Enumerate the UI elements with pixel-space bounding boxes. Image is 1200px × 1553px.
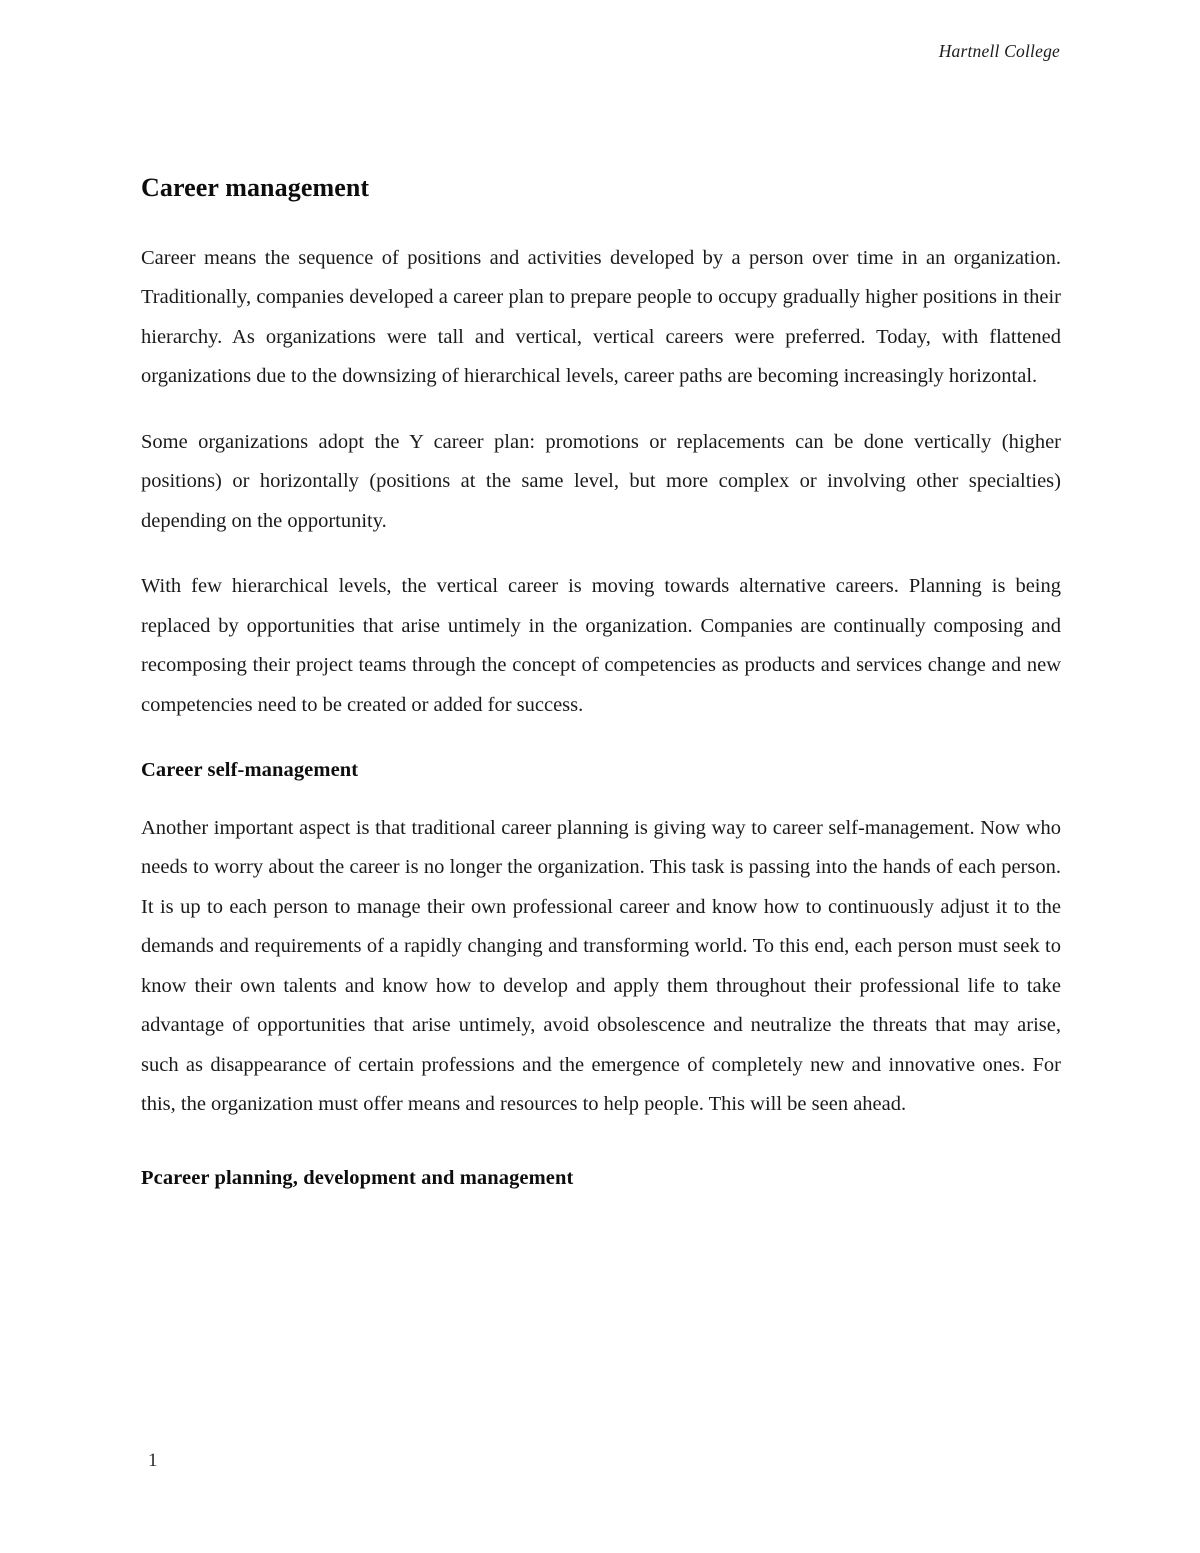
paragraph-4: Another important aspect is that traditional career planning is giving way to career self-management. Now who needs to worry about the career is no longer the organization. This task is passing into the hands of each person. It is up to each person to manage their own professional career and know how to continuously adjust it to the demands and requirements of a rapidly changing and transforming world. To this end, each person must seek to know their own talents and know how to develop and apply them throughout their professional life to take advantage of opportunities that arise untimely, avoid obsolescence and neutralize the threats that may arise, such as disappearance of certain professions and the emergence of completely new and innovative ones. For this, the organization must offer means and resources to help people. This will be seen ahead. [141,816,1061,1115]
running-header [141,41,1060,62]
paragraph-2: Some organizations adopt the Y career plan: promotions or replacements can be done vertically (higher positions) or horizontally (positions at the same level, but more complex or involving other specialties) depending on the opportunity. [141,430,1061,532]
institution-name: Hartnell College [938,41,1060,61]
document-content [141,172,1061,1216]
paragraph-3: With few hierarchical levels, the vertical career is moving towards alternative careers. Planning is being replaced by opportunities that arise untimely in the organization. Companies are continually composing and recomposing their project teams through the concept of competencies as products and services change and new competencies need to be created or added for success. [141,575,1061,716]
subheading-career-planning-development-management: Pcareer planning, development and management [141,1166,574,1189]
subheading-career-self-management: Career self-management [141,759,359,781]
page-title: Career management [141,173,370,202]
paragraph-1: Career means the sequence of positions and activities developed by a person over time in an organization. Traditionally, companies developed a career plan to prepare people to occupy gradually higher positions in their hierarchy. As organizations were tall and vertical, vertical careers were preferred. Today, with flattened organizations due to the downsizing of hierarchical levels, career paths are becoming increasingly horizontal. [141,246,1061,387]
page-number: 1 [148,1450,158,1471]
